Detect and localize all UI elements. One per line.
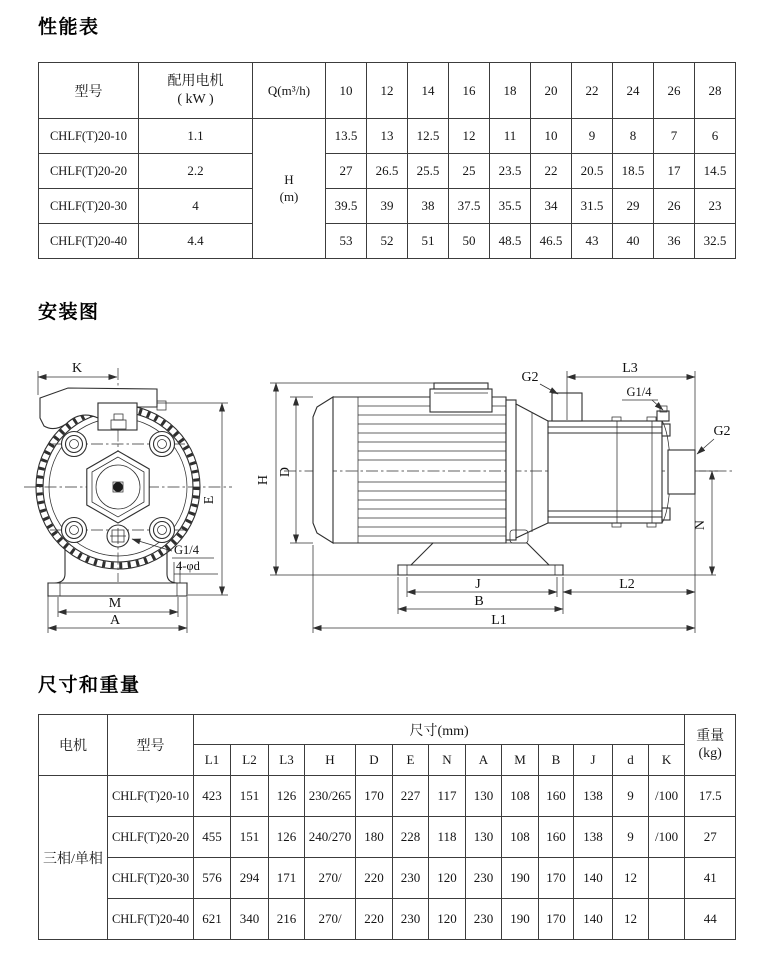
cell: 230 [393,899,429,940]
model-cell: CHLF(T)20-20 [39,154,139,189]
dim-label-n: N [693,519,708,531]
dim-label-m: M [108,596,122,611]
cell: 32.5 [695,224,736,259]
weight-cell: 17.5 [685,776,736,817]
power-cell: 4.4 [139,224,253,259]
cell: 26.5 [367,154,408,189]
flow-value: 18 [490,63,531,119]
shaft-hex-nut [87,451,149,523]
dim-header: L1 [194,745,231,776]
model-cell: CHLF(T)20-10 [108,776,194,817]
dim-header: L2 [231,745,269,776]
model-cell: CHLF(T)20-30 [39,189,139,224]
dimension-d [278,397,313,543]
cell: 22 [531,154,572,189]
dim-header: H [305,745,356,776]
cell: 14.5 [695,154,736,189]
cell: 7 [654,119,695,154]
callout-g2-top [521,370,558,394]
cell: 25.5 [408,154,449,189]
cell: 6 [695,119,736,154]
cell: 220 [356,899,393,940]
cell: 9 [613,776,649,817]
cell: 117 [429,776,466,817]
cell: /100 [649,776,685,817]
cell: 230 [466,858,502,899]
dimensions-section-title: 尺寸和重量 [38,675,141,696]
flow-value: 10 [326,63,367,119]
cell: 39.5 [326,189,367,224]
cell: 40 [613,224,654,259]
cell: 240/270 [305,817,356,858]
cell: 29 [613,189,654,224]
cell: 126 [269,776,305,817]
front-base [48,550,187,596]
cell: 423 [194,776,231,817]
cell: 120 [429,858,466,899]
dim-header: M [502,745,539,776]
cell: 20.5 [572,154,613,189]
cell: 227 [393,776,429,817]
cell: 170 [356,776,393,817]
cell: 12 [613,899,649,940]
cell: 340 [231,899,269,940]
cell: 190 [502,899,539,940]
cell: 50 [449,224,490,259]
power-cell: 4 [139,189,253,224]
cell: 170 [539,858,574,899]
dim-label-l1: L1 [491,613,507,628]
cell: 455 [194,817,231,858]
power-cell: 1.1 [139,119,253,154]
dim-label-h: H [256,474,271,486]
callout-label-g14-side: G1/4 [626,385,652,399]
vent-plug [657,406,669,421]
cell: 17 [654,154,695,189]
cell: 138 [574,817,613,858]
dim-header: B [539,745,574,776]
dim-header: L3 [269,745,305,776]
header-model: 型号 [39,63,139,119]
header-weight: 重量 (kg) [685,715,736,776]
cell: 138 [574,776,613,817]
installation-drawing [0,340,780,670]
header-flow: Q(m³/h) [253,63,326,119]
cell: 23.5 [490,154,531,189]
flow-value: 14 [408,63,449,119]
dimensions-table [38,714,736,940]
callout-4-phi-d [174,559,218,574]
cell: /100 [649,817,685,858]
dim-header: E [393,745,429,776]
performance-section-title: 性能表 [38,17,100,38]
callout-label-g14-front: G1/4 [174,543,199,557]
cell: 151 [231,776,269,817]
cell: 160 [539,817,574,858]
dim-label-b: B [474,594,484,609]
cell: 140 [574,899,613,940]
flow-value: 20 [531,63,572,119]
cell: 35.5 [490,189,531,224]
model-cell: CHLF(T)20-10 [39,119,139,154]
cell: 170 [539,899,574,940]
head-unit-cell: H (m) [253,119,326,259]
cell: 228 [393,817,429,858]
cell: 120 [429,899,466,940]
cell: 18.5 [613,154,654,189]
callout-label-4-phi-d: 4-φd [176,559,200,573]
cell: 51 [408,224,449,259]
cell: 23 [695,189,736,224]
flow-value: 12 [367,63,408,119]
cell: 151 [231,817,269,858]
weight-cell: 44 [685,899,736,940]
header-model-col: 型号 [108,715,194,776]
cell: 576 [194,858,231,899]
discharge-port [668,450,695,494]
cell: 38 [408,189,449,224]
cell: 171 [269,858,305,899]
installation-section-title: 安装图 [38,302,100,323]
dim-label-j: J [475,577,481,592]
cell: 230/265 [305,776,356,817]
cell [649,899,685,940]
cell: 130 [466,817,502,858]
cell: 190 [502,858,539,899]
pump-barrel [548,417,670,527]
cell: 12.5 [408,119,449,154]
power-cell: 2.2 [139,154,253,189]
flow-value: 24 [613,63,654,119]
cell: 621 [194,899,231,940]
cell: 270/ [305,858,356,899]
dim-header: D [356,745,393,776]
pump-bracket [506,400,548,543]
cell: 12 [449,119,490,154]
cell: 52 [367,224,408,259]
cell: 216 [269,899,305,940]
flow-value: 22 [572,63,613,119]
model-cell: CHLF(T)20-40 [108,899,194,940]
flow-value: 26 [654,63,695,119]
cell: 9 [572,119,613,154]
pump-front-view [24,361,232,633]
flow-value: 16 [449,63,490,119]
motor-type-cell: 三相/单相 [39,776,108,940]
performance-table [38,62,736,259]
cell: 31.5 [572,189,613,224]
model-cell: CHLF(T)20-40 [39,224,139,259]
callout-label-g2-top: G2 [521,370,539,385]
cell: 46.5 [531,224,572,259]
cell: 108 [502,817,539,858]
dimension-n [693,471,718,575]
cell: 26 [654,189,695,224]
cell: 8 [613,119,654,154]
cell: 126 [269,817,305,858]
callout-g2-right [697,424,731,454]
dim-label-l2: L2 [619,577,635,592]
cell: 130 [466,776,502,817]
cell: 10 [531,119,572,154]
dimension-l1 [313,545,695,633]
dim-label-d: D [278,466,293,478]
terminal-box-side [430,383,492,412]
bolt-top-right [150,432,175,457]
cell: 53 [326,224,367,259]
cell: 108 [502,776,539,817]
cell: 230 [466,899,502,940]
model-cell: CHLF(T)20-30 [108,858,194,899]
base-side [398,543,563,575]
dim-header: J [574,745,613,776]
model-cell: CHLF(T)20-20 [108,817,194,858]
pump-side-view [256,361,732,633]
bolt-top-left [62,432,87,457]
header-motor: 配用电机 ( kW ) [139,63,253,119]
cell: 180 [356,817,393,858]
cell: 160 [539,776,574,817]
cell: 43 [572,224,613,259]
dim-header: d [613,745,649,776]
callout-label-g2-right: G2 [713,424,731,439]
motor-body [333,397,506,543]
cell: 36 [654,224,695,259]
bolt-bottom-right [150,518,175,543]
dim-header: A [466,745,502,776]
cell: 230 [393,858,429,899]
dim-label-l3: L3 [622,361,638,376]
bolt-bottom-left [62,518,87,543]
dim-header: N [429,745,466,776]
flow-value: 28 [695,63,736,119]
dim-label-k: K [71,361,83,376]
cell: 13.5 [326,119,367,154]
callout-g14-side [622,385,663,410]
dim-label-e: E [202,495,217,505]
weight-cell: 27 [685,817,736,858]
cell: 34 [531,189,572,224]
motor-rear-cap [313,397,333,543]
header-dimensions: 尺寸(mm) [194,715,685,745]
cell: 294 [231,858,269,899]
cell: 11 [490,119,531,154]
drain-plug [107,525,129,547]
cell: 39 [367,189,408,224]
cell: 48.5 [490,224,531,259]
cell: 270/ [305,899,356,940]
cell: 220 [356,858,393,899]
cell: 12 [613,858,649,899]
dim-header: K [649,745,685,776]
dim-label-a: A [109,613,121,628]
cell: 140 [574,858,613,899]
cell: 25 [449,154,490,189]
cell [649,858,685,899]
cell: 13 [367,119,408,154]
cell: 27 [326,154,367,189]
cell: 118 [429,817,466,858]
dimension-l2 [563,577,695,592]
cell: 37.5 [449,189,490,224]
header-motor-col: 电机 [39,715,108,776]
cell: 9 [613,817,649,858]
weight-cell: 41 [685,858,736,899]
